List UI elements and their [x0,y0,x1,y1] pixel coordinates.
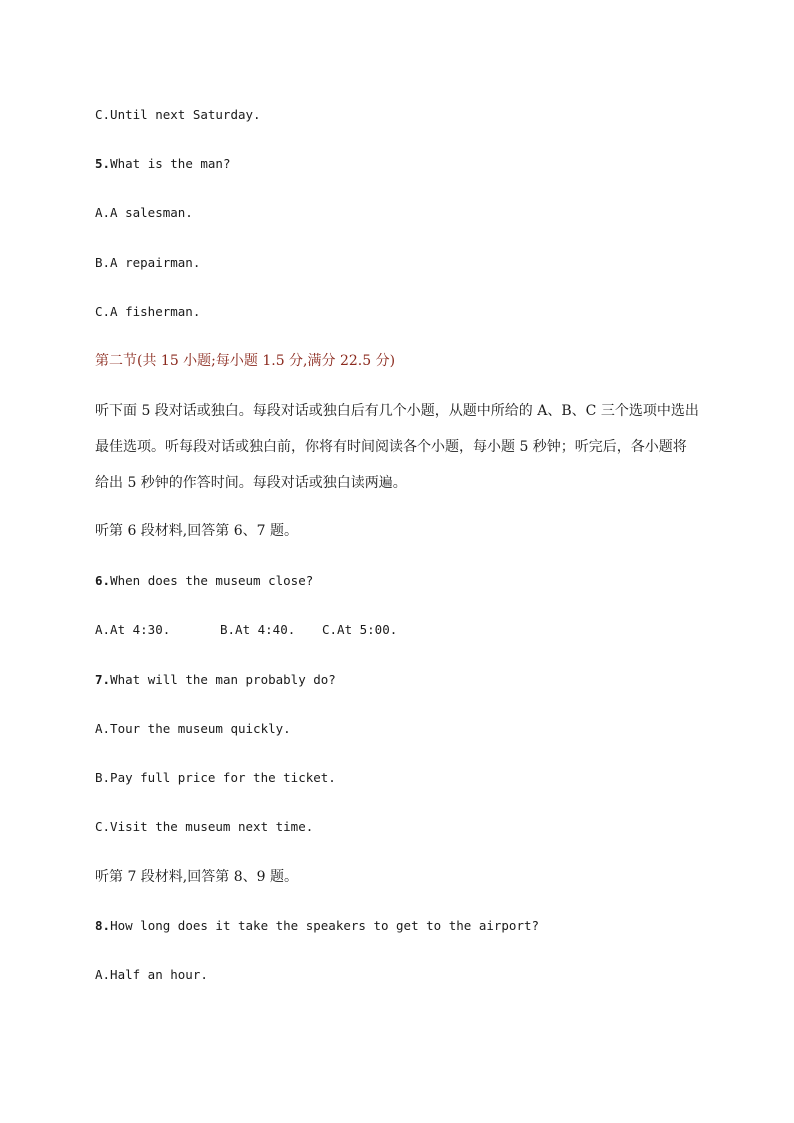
q6-options-row [95,620,397,640]
question-number: 8. [95,918,111,933]
q6-option-c: C.At 5:00. [322,622,398,637]
q8-option-a: A.Half an hour. [95,967,208,982]
question-text: How long does it take the speakers to get to the airport? [110,918,540,933]
q7-option-c: C.Visit the museum next time. [95,819,314,834]
q7-option-a: A.Tour the museum quickly. [95,721,291,736]
material-7-label: 听第 7 段材料,回答第 8、9 题。 [95,869,298,885]
question-text: When does the museum close? [110,573,314,588]
q5-option-a: A.A salesman. [95,205,193,220]
material-6-label: 听第 6 段材料,回答第 6、7 题。 [95,523,298,539]
instruction-line-3: 给出 5 秒钟的作答时间。每段对话或独白读两遍。 [95,475,407,491]
question-number: 7. [95,672,111,687]
question-text: What is the man? [110,156,231,171]
section-heading: 第二节(共 15 小题;每小题 1.5 分,满分 22.5 分) [95,353,396,369]
question-text: What will the man probably do? [110,672,336,687]
instruction-line-2: 最佳选项。听每段对话或独白前，你将有时间阅读各个小题，每小题 5 秒钟；听完后，各小题将 [95,439,687,455]
question-6 [95,571,313,591]
q6-option-a: A.At 4:30. [95,622,171,637]
question-number: 6. [95,573,111,588]
q5-option-b: B.A repairman. [95,255,201,270]
question-5 [95,154,230,174]
q5-option-c: C.A fisherman. [95,304,201,319]
question-number: 5. [95,156,111,171]
q4-option-c: C.Until next Saturday. [95,107,261,122]
question-8 [95,916,539,936]
q6-option-b: B.At 4:40. [220,622,296,637]
question-7 [95,670,336,690]
instruction-line-1: 听下面 5 段对话或独白。每段对话或独白后有几个小题，从题中所给的 A、B、C 三个选项中选出 [95,403,699,419]
q7-option-b: B.Pay full price for the ticket. [95,770,336,785]
